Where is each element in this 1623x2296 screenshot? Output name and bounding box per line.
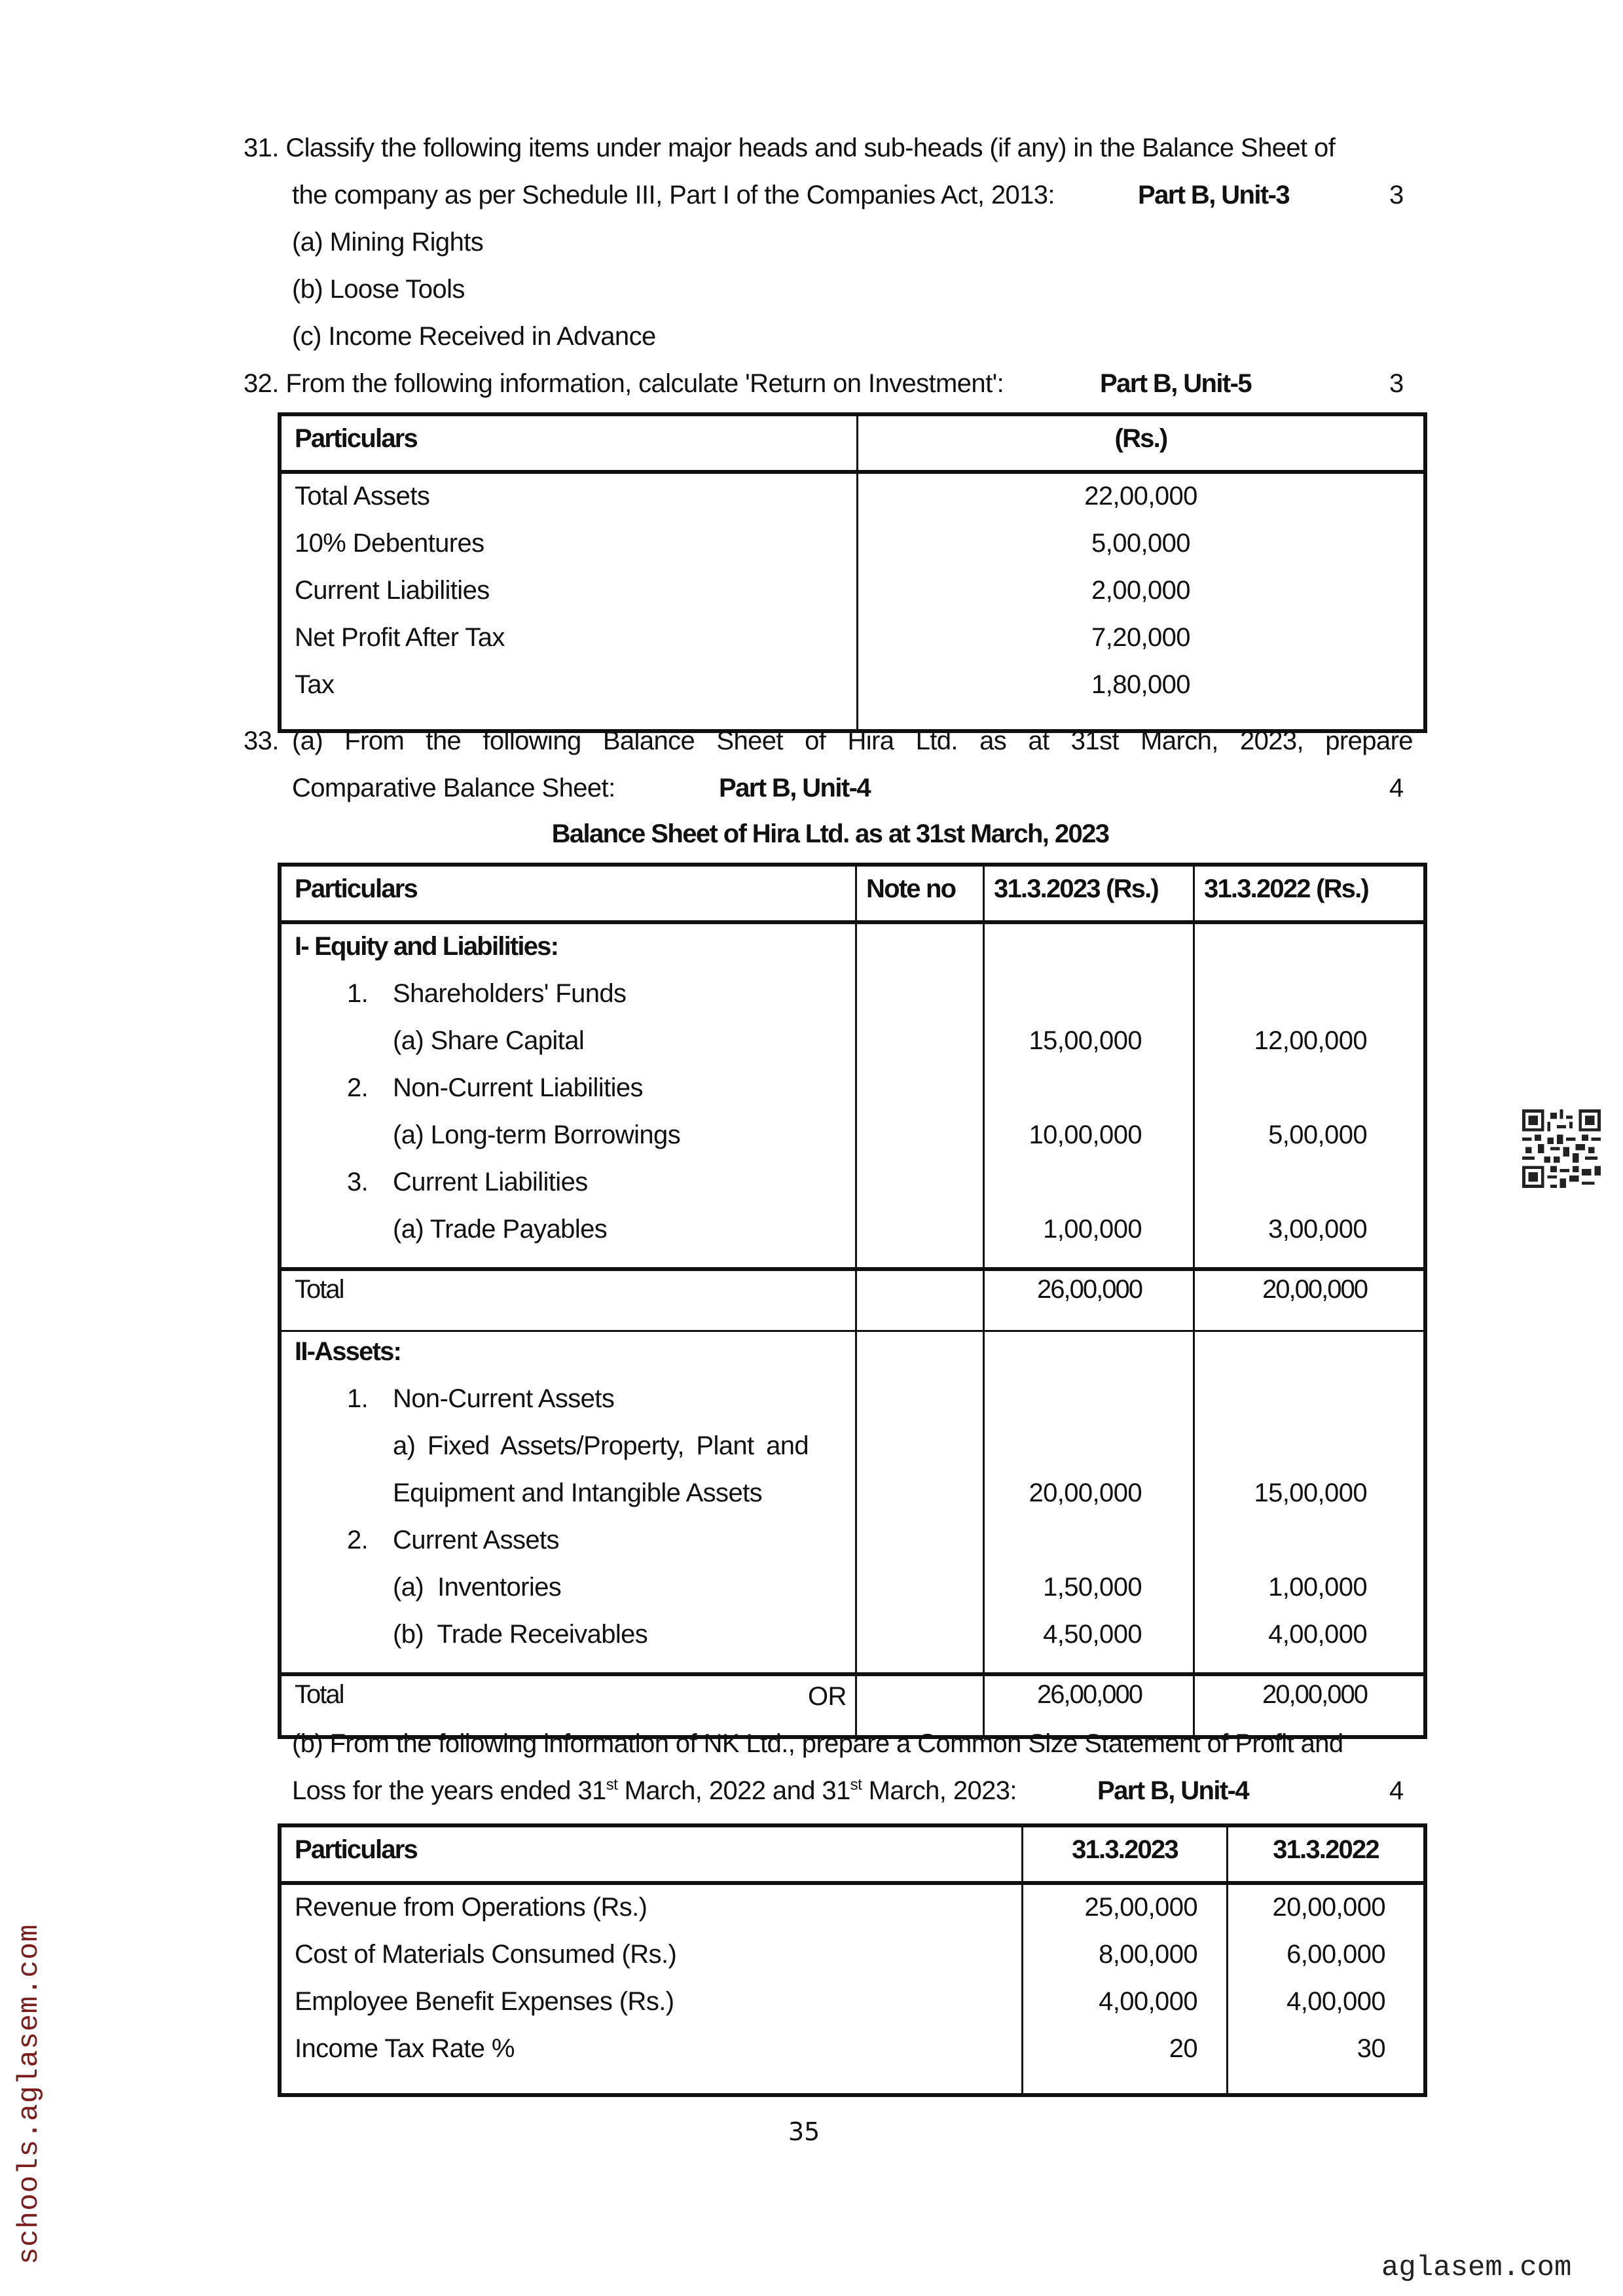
header-note-no: Note no (856, 865, 984, 922)
header-2022: 31.3.2022 (1228, 1825, 1426, 1883)
section-header-equity (280, 922, 1425, 978)
q32-text: From the following information, calculate 'Return on Investment': (285, 369, 1004, 398)
q32-line (244, 368, 1004, 399)
table-row (280, 2033, 1425, 2095)
total-2022: 20,00,000 (1194, 1269, 1426, 1331)
row-label: (a) Inventories (280, 1571, 856, 1619)
q33b-text-part2: March, 2022 and 31 (617, 1776, 850, 1805)
q31-item-b: (b) Loose Tools (292, 275, 465, 304)
row-label: Income Tax Rate % (280, 2033, 1023, 2095)
value-2023: 20 (1023, 2033, 1228, 2095)
row-label: (a) Trade Payables (280, 1213, 856, 1269)
q33b-line1: (b) From the following information of NK Ltd., prepare a Common Size Statement of Profit and (292, 1729, 1343, 1758)
q31-number: 31. (244, 134, 279, 162)
table-row (280, 1119, 1425, 1166)
section-title: I- Equity and Liabilities: (280, 922, 856, 978)
note-cell (856, 978, 984, 1025)
table-row (280, 1883, 1425, 1939)
row-label: Tax (280, 669, 858, 731)
page-number: 35 (788, 2117, 820, 2146)
table-header-row (280, 865, 1425, 922)
table-row (280, 1571, 1425, 1619)
row-label: Current Liabilities (280, 575, 858, 622)
q33b-text-part1: Loss for the years ended 31 (292, 1776, 606, 1805)
table-row (280, 622, 1425, 669)
value-2023: 4,50,000 (984, 1619, 1194, 1674)
word: Hira (847, 726, 894, 755)
q31-item-a: (a) Mining Rights (292, 228, 484, 257)
header-particulars: Particulars (280, 865, 856, 922)
word: of (805, 726, 826, 755)
qr-code-icon (1522, 1109, 1601, 1188)
table-row (280, 1072, 1425, 1119)
table-row (280, 1619, 1425, 1674)
roi-table (278, 412, 1427, 733)
q33b-marks: 4 (1389, 1776, 1404, 1805)
q31-line2 (292, 179, 1055, 211)
total-row-liabilities (280, 1269, 1425, 1331)
table-row (280, 978, 1425, 1025)
row-label: (a) Share Capital (280, 1025, 856, 1072)
note-cell (856, 1331, 984, 1384)
value-2022: 3,00,000 (1194, 1213, 1426, 1269)
value-2023: 15,00,000 (984, 1025, 1194, 1072)
superscript: st (850, 1776, 862, 1794)
word: 31st (1070, 726, 1119, 755)
table-row (280, 1430, 1425, 1477)
word: Ltd. (915, 726, 958, 755)
value-2022: 4,00,000 (1194, 1619, 1426, 1674)
word: March, (1140, 726, 1218, 755)
row-value: 7,20,000 (858, 622, 1426, 669)
q31-item-c: (c) Income Received in Advance (292, 322, 656, 351)
row-number: 1. (347, 1384, 369, 1413)
q32-unit: Part B, Unit-5 (1100, 369, 1251, 398)
row-label: Net Profit After Tax (280, 622, 858, 669)
header-particulars: Particulars (280, 414, 858, 472)
row-text: Non-Current Liabilities (393, 1073, 643, 1102)
note-cell (856, 1166, 984, 1213)
table-row (280, 1524, 1425, 1571)
total-label: Total (280, 1269, 856, 1331)
q31-text-line1: Classify the following items under major heads and sub-heads (if any) in the Balance Sheet of (285, 134, 1336, 162)
table-row (280, 1383, 1425, 1430)
q31-marks: 3 (1389, 181, 1404, 209)
row-label: Total Assets (280, 472, 858, 528)
q33a-line1 (292, 725, 1413, 757)
q31-unit: Part B, Unit-3 (1138, 181, 1289, 209)
value-2022: 15,00,000 (1194, 1477, 1426, 1524)
header-2023: 31.3.2023 (1023, 1825, 1228, 1883)
row-label (280, 1166, 856, 1213)
or-separator: OR (808, 1682, 847, 1711)
row-text: Shareholders' Funds (393, 979, 627, 1008)
value-2023 (984, 1072, 1194, 1119)
row-label (280, 1383, 856, 1430)
row-label (280, 1072, 856, 1119)
value-2022: 1,00,000 (1194, 1571, 1426, 1619)
table-row (280, 472, 1425, 528)
value-2022 (1194, 1430, 1426, 1477)
section-title: II-Assets: (280, 1331, 856, 1384)
table-row (280, 1986, 1425, 2033)
note-cell (856, 1571, 984, 1619)
row-label (280, 1524, 856, 1571)
table-row (280, 528, 1425, 575)
word: following (483, 726, 581, 755)
total-label: Total (280, 1674, 856, 1737)
value-2022: 20,00,000 (1228, 1883, 1426, 1939)
row-value: 1,80,000 (858, 669, 1426, 731)
word: at (1028, 726, 1049, 755)
table-header-row (280, 414, 1425, 472)
value-2022: 4,00,000 (1228, 1986, 1426, 2033)
footer-watermark: aglasem.com (1381, 2251, 1572, 2284)
row-number: 3. (347, 1168, 369, 1196)
value-cell (984, 1331, 1194, 1384)
value-2023: 1,00,000 (984, 1213, 1194, 1269)
header-2023: 31.3.2023 (Rs.) (984, 865, 1194, 922)
note-cell (856, 1524, 984, 1571)
header-rs: (Rs.) (858, 414, 1426, 472)
q33b-line2 (292, 1775, 1017, 1806)
q31-text-line2: the company as per Schedule III, Part I of the Companies Act, 2013: (292, 181, 1055, 209)
superscript: st (606, 1776, 618, 1794)
row-label: (a) Long-term Borrowings (280, 1119, 856, 1166)
table-header-row (280, 1825, 1425, 1883)
value-2023: 8,00,000 (1023, 1939, 1228, 1986)
common-size-table (278, 1823, 1427, 2097)
value-2022: 12,00,000 (1194, 1025, 1426, 1072)
value-2023: 10,00,000 (984, 1119, 1194, 1166)
total-2023: 26,00,000 (984, 1674, 1194, 1737)
value-2022 (1194, 1072, 1426, 1119)
q32-marks: 3 (1389, 369, 1404, 398)
table-row (280, 669, 1425, 731)
q33b-unit: Part B, Unit-4 (1097, 1776, 1249, 1805)
value-2023: 25,00,000 (1023, 1883, 1228, 1939)
section-header-assets (280, 1331, 1425, 1384)
q32-number: 32. (244, 369, 279, 398)
value-2022: 5,00,000 (1194, 1119, 1426, 1166)
q33b-text-part3: March, 2023: (862, 1776, 1017, 1805)
value-2022 (1194, 1383, 1426, 1430)
note-cell (856, 1269, 984, 1331)
value-2022 (1194, 1166, 1426, 1213)
word: From (344, 726, 405, 755)
row-label: Revenue from Operations (Rs.) (280, 1883, 1023, 1939)
word: 2023, (1239, 726, 1304, 755)
word: prepare (1325, 726, 1413, 755)
value-2022: 30 (1228, 2033, 1426, 2095)
row-label: (b) Trade Receivables (280, 1619, 856, 1674)
value-2022: 6,00,000 (1228, 1939, 1426, 1986)
row-label: Cost of Materials Consumed (Rs.) (280, 1939, 1023, 1986)
row-label: Equipment and Intangible Assets (280, 1477, 856, 1524)
row-value: 2,00,000 (858, 575, 1426, 622)
note-cell (856, 1072, 984, 1119)
value-2023 (984, 1430, 1194, 1477)
row-text: Current Liabilities (393, 1168, 588, 1196)
q31-line1 (244, 132, 1335, 164)
q33a-marks: 4 (1389, 774, 1404, 802)
row-text: Current Assets (393, 1526, 559, 1554)
note-cell (856, 1213, 984, 1269)
q33a-line2: Comparative Balance Sheet: (292, 774, 615, 802)
row-value: 5,00,000 (858, 528, 1426, 575)
value-2022 (1194, 1524, 1426, 1571)
value-2023 (984, 1524, 1194, 1571)
row-value: 22,00,000 (858, 472, 1426, 528)
value-2022 (1194, 978, 1426, 1025)
table-row (280, 1477, 1425, 1524)
value-cell (1194, 922, 1426, 978)
note-cell (856, 1119, 984, 1166)
row-text: Non-Current Assets (393, 1384, 615, 1413)
note-cell (856, 1383, 984, 1430)
note-cell (856, 1025, 984, 1072)
word: Balance (602, 726, 695, 755)
row-label: 10% Debentures (280, 528, 858, 575)
value-2023: 4,00,000 (1023, 1986, 1228, 2033)
balance-sheet-table (278, 863, 1427, 1739)
table-row (280, 1213, 1425, 1269)
value-2023 (984, 1383, 1194, 1430)
row-label (280, 978, 856, 1025)
note-cell (856, 1477, 984, 1524)
row-label: Employee Benefit Expenses (Rs.) (280, 1986, 1023, 2033)
value-2023 (984, 1166, 1194, 1213)
total-2022: 20,00,000 (1194, 1674, 1426, 1737)
total-2023: 26,00,000 (984, 1269, 1194, 1331)
note-cell (856, 922, 984, 978)
q33a-number: 33. (244, 726, 279, 755)
value-2023: 20,00,000 (984, 1477, 1194, 1524)
value-cell (984, 922, 1194, 978)
word: (a) (292, 726, 323, 755)
table-row (280, 1939, 1425, 1986)
word: the (426, 726, 462, 755)
note-cell (856, 1619, 984, 1674)
word: Sheet (716, 726, 783, 755)
header-particulars: Particulars (280, 1825, 1023, 1883)
row-number: 2. (347, 1073, 369, 1102)
value-2023 (984, 978, 1194, 1025)
row-number: 1. (347, 979, 369, 1008)
table-row (280, 575, 1425, 622)
value-cell (1194, 1331, 1426, 1384)
header-2022: 31.3.2022 (Rs.) (1194, 865, 1426, 922)
side-watermark: schools.aglasem.com (13, 1924, 46, 2265)
balance-sheet-title: Balance Sheet of Hira Ltd. as at 31st March, 2023 (551, 819, 1109, 848)
note-cell (856, 1430, 984, 1477)
value-2023: 1,50,000 (984, 1571, 1194, 1619)
table-row (280, 1025, 1425, 1072)
row-number: 2. (347, 1526, 369, 1554)
q33a-unit: Part B, Unit-4 (719, 774, 870, 802)
word: as (979, 726, 1007, 755)
row-label: a) Fixed Assets/Property, Plant and (280, 1430, 856, 1477)
table-row (280, 1166, 1425, 1213)
